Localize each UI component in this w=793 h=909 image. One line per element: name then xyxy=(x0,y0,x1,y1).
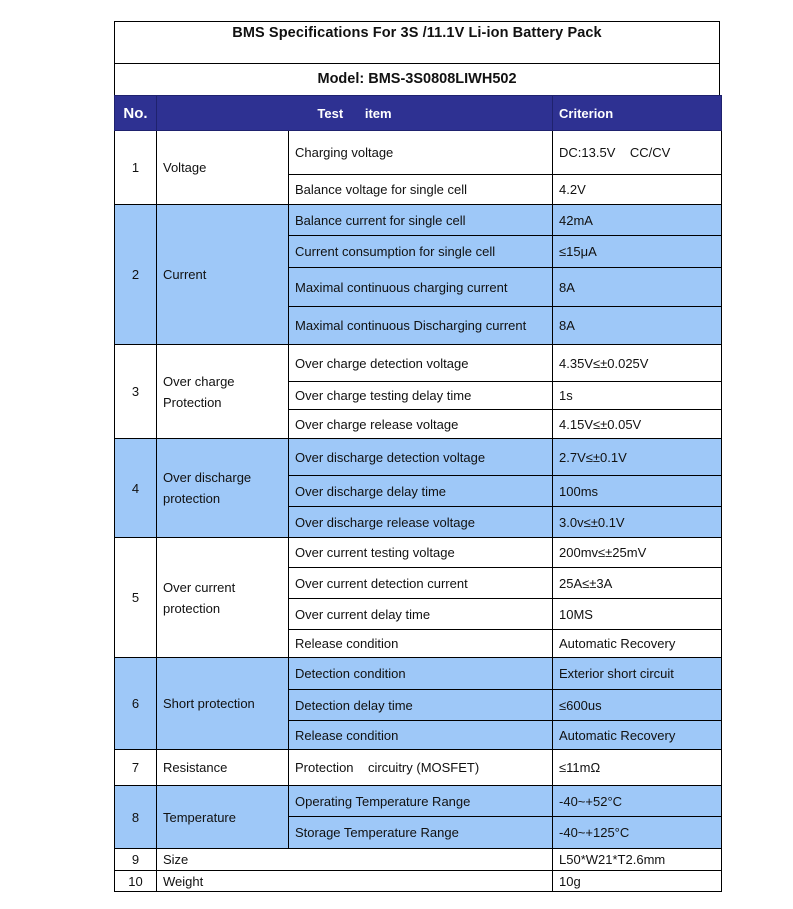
test-item: Over charge release voltage xyxy=(289,410,553,439)
test-category: Weight xyxy=(157,871,553,892)
table-row xyxy=(115,750,722,786)
test-item: Over current delay time xyxy=(289,599,553,630)
test-item: Maximal continuous charging current xyxy=(289,268,553,307)
test-category: Over charge Protection xyxy=(157,345,289,439)
criterion-value: 10MS xyxy=(553,599,722,630)
test-category: Over discharge protection xyxy=(157,439,289,538)
test-item: Over current detection current xyxy=(289,568,553,599)
criterion-value: 3.0v≤±0.1V xyxy=(553,507,722,538)
criterion-value: ≤11mΩ xyxy=(553,750,722,786)
test-item: Balance current for single cell xyxy=(289,205,553,236)
test-item: Over charge detection voltage xyxy=(289,345,553,382)
table-row xyxy=(115,131,722,175)
header-criterion: Criterion xyxy=(553,96,722,131)
criterion-value: Automatic Recovery xyxy=(553,630,722,658)
criterion-value: 4.15V≤±0.05V xyxy=(553,410,722,439)
model-number: Model: BMS-3S0808LIWH502 xyxy=(317,71,517,87)
criterion-value: DC:13.5V CC/CV xyxy=(553,131,722,175)
table-row xyxy=(115,538,722,568)
criterion-value: 8A xyxy=(553,307,722,345)
model-box xyxy=(114,63,720,96)
criterion-value: L50*W21*T2.6mm xyxy=(553,849,722,871)
row-number: 3 xyxy=(115,345,157,439)
table-row xyxy=(115,786,722,817)
table-row xyxy=(115,205,722,236)
criterion-value: 25A≤±3A xyxy=(553,568,722,599)
test-category: Current xyxy=(157,205,289,345)
test-category: Over current protection xyxy=(157,538,289,658)
row-number: 7 xyxy=(115,750,157,786)
test-item: Detection condition xyxy=(289,658,553,690)
row-number: 10 xyxy=(115,871,157,892)
spec-table xyxy=(114,95,722,892)
test-item: Over discharge release voltage xyxy=(289,507,553,538)
test-item: Storage Temperature Range xyxy=(289,817,553,849)
table-header-row xyxy=(115,96,722,131)
table-row xyxy=(115,871,722,892)
test-item: Detection delay time xyxy=(289,690,553,721)
test-category: Resistance xyxy=(157,750,289,786)
row-number: 4 xyxy=(115,439,157,538)
row-number: 8 xyxy=(115,786,157,849)
criterion-value: 2.7V≤±0.1V xyxy=(553,439,722,476)
test-category: Voltage xyxy=(157,131,289,205)
criterion-value: 10g xyxy=(553,871,722,892)
document-title-box xyxy=(114,21,720,64)
criterion-value: ≤15μA xyxy=(553,236,722,268)
row-number: 6 xyxy=(115,658,157,750)
test-item: Protection circuitry (MOSFET) xyxy=(289,750,553,786)
row-number: 1 xyxy=(115,131,157,205)
criterion-value: Automatic Recovery xyxy=(553,721,722,750)
test-item: Over discharge delay time xyxy=(289,476,553,507)
test-item: Over current testing voltage xyxy=(289,538,553,568)
criterion-value: 200mv≤±25mV xyxy=(553,538,722,568)
test-category: Temperature xyxy=(157,786,289,849)
test-item: Charging voltage xyxy=(289,131,553,175)
row-number: 2 xyxy=(115,205,157,345)
criterion-value: 4.2V xyxy=(553,175,722,205)
table-row xyxy=(115,849,722,871)
test-item: Current consumption for single cell xyxy=(289,236,553,268)
criterion-value: 4.35V≤±0.025V xyxy=(553,345,722,382)
criterion-value: Exterior short circuit xyxy=(553,658,722,690)
test-category: Size xyxy=(157,849,553,871)
test-item: Release condition xyxy=(289,721,553,750)
criterion-value: ≤600us xyxy=(553,690,722,721)
criterion-value: 8A xyxy=(553,268,722,307)
criterion-value: 100ms xyxy=(553,476,722,507)
document-title: BMS Specifications For 3S /11.1V Li-ion Battery Pack xyxy=(232,25,602,41)
test-item: Balance voltage for single cell xyxy=(289,175,553,205)
table-row xyxy=(115,658,722,690)
header-no: No. xyxy=(115,96,157,131)
test-category: Short protection xyxy=(157,658,289,750)
header-test-item: Test item xyxy=(157,96,553,131)
test-item: Over discharge detection voltage xyxy=(289,439,553,476)
test-item: Maximal continuous Discharging current xyxy=(289,307,553,345)
test-item: Release condition xyxy=(289,630,553,658)
criterion-value: -40~+52°C xyxy=(553,786,722,817)
table-row xyxy=(115,345,722,382)
row-number: 5 xyxy=(115,538,157,658)
test-item: Over charge testing delay time xyxy=(289,382,553,410)
row-number: 9 xyxy=(115,849,157,871)
test-item: Operating Temperature Range xyxy=(289,786,553,817)
criterion-value: 42mA xyxy=(553,205,722,236)
table-row xyxy=(115,439,722,476)
criterion-value: 1s xyxy=(553,382,722,410)
criterion-value: -40~+125°C xyxy=(553,817,722,849)
